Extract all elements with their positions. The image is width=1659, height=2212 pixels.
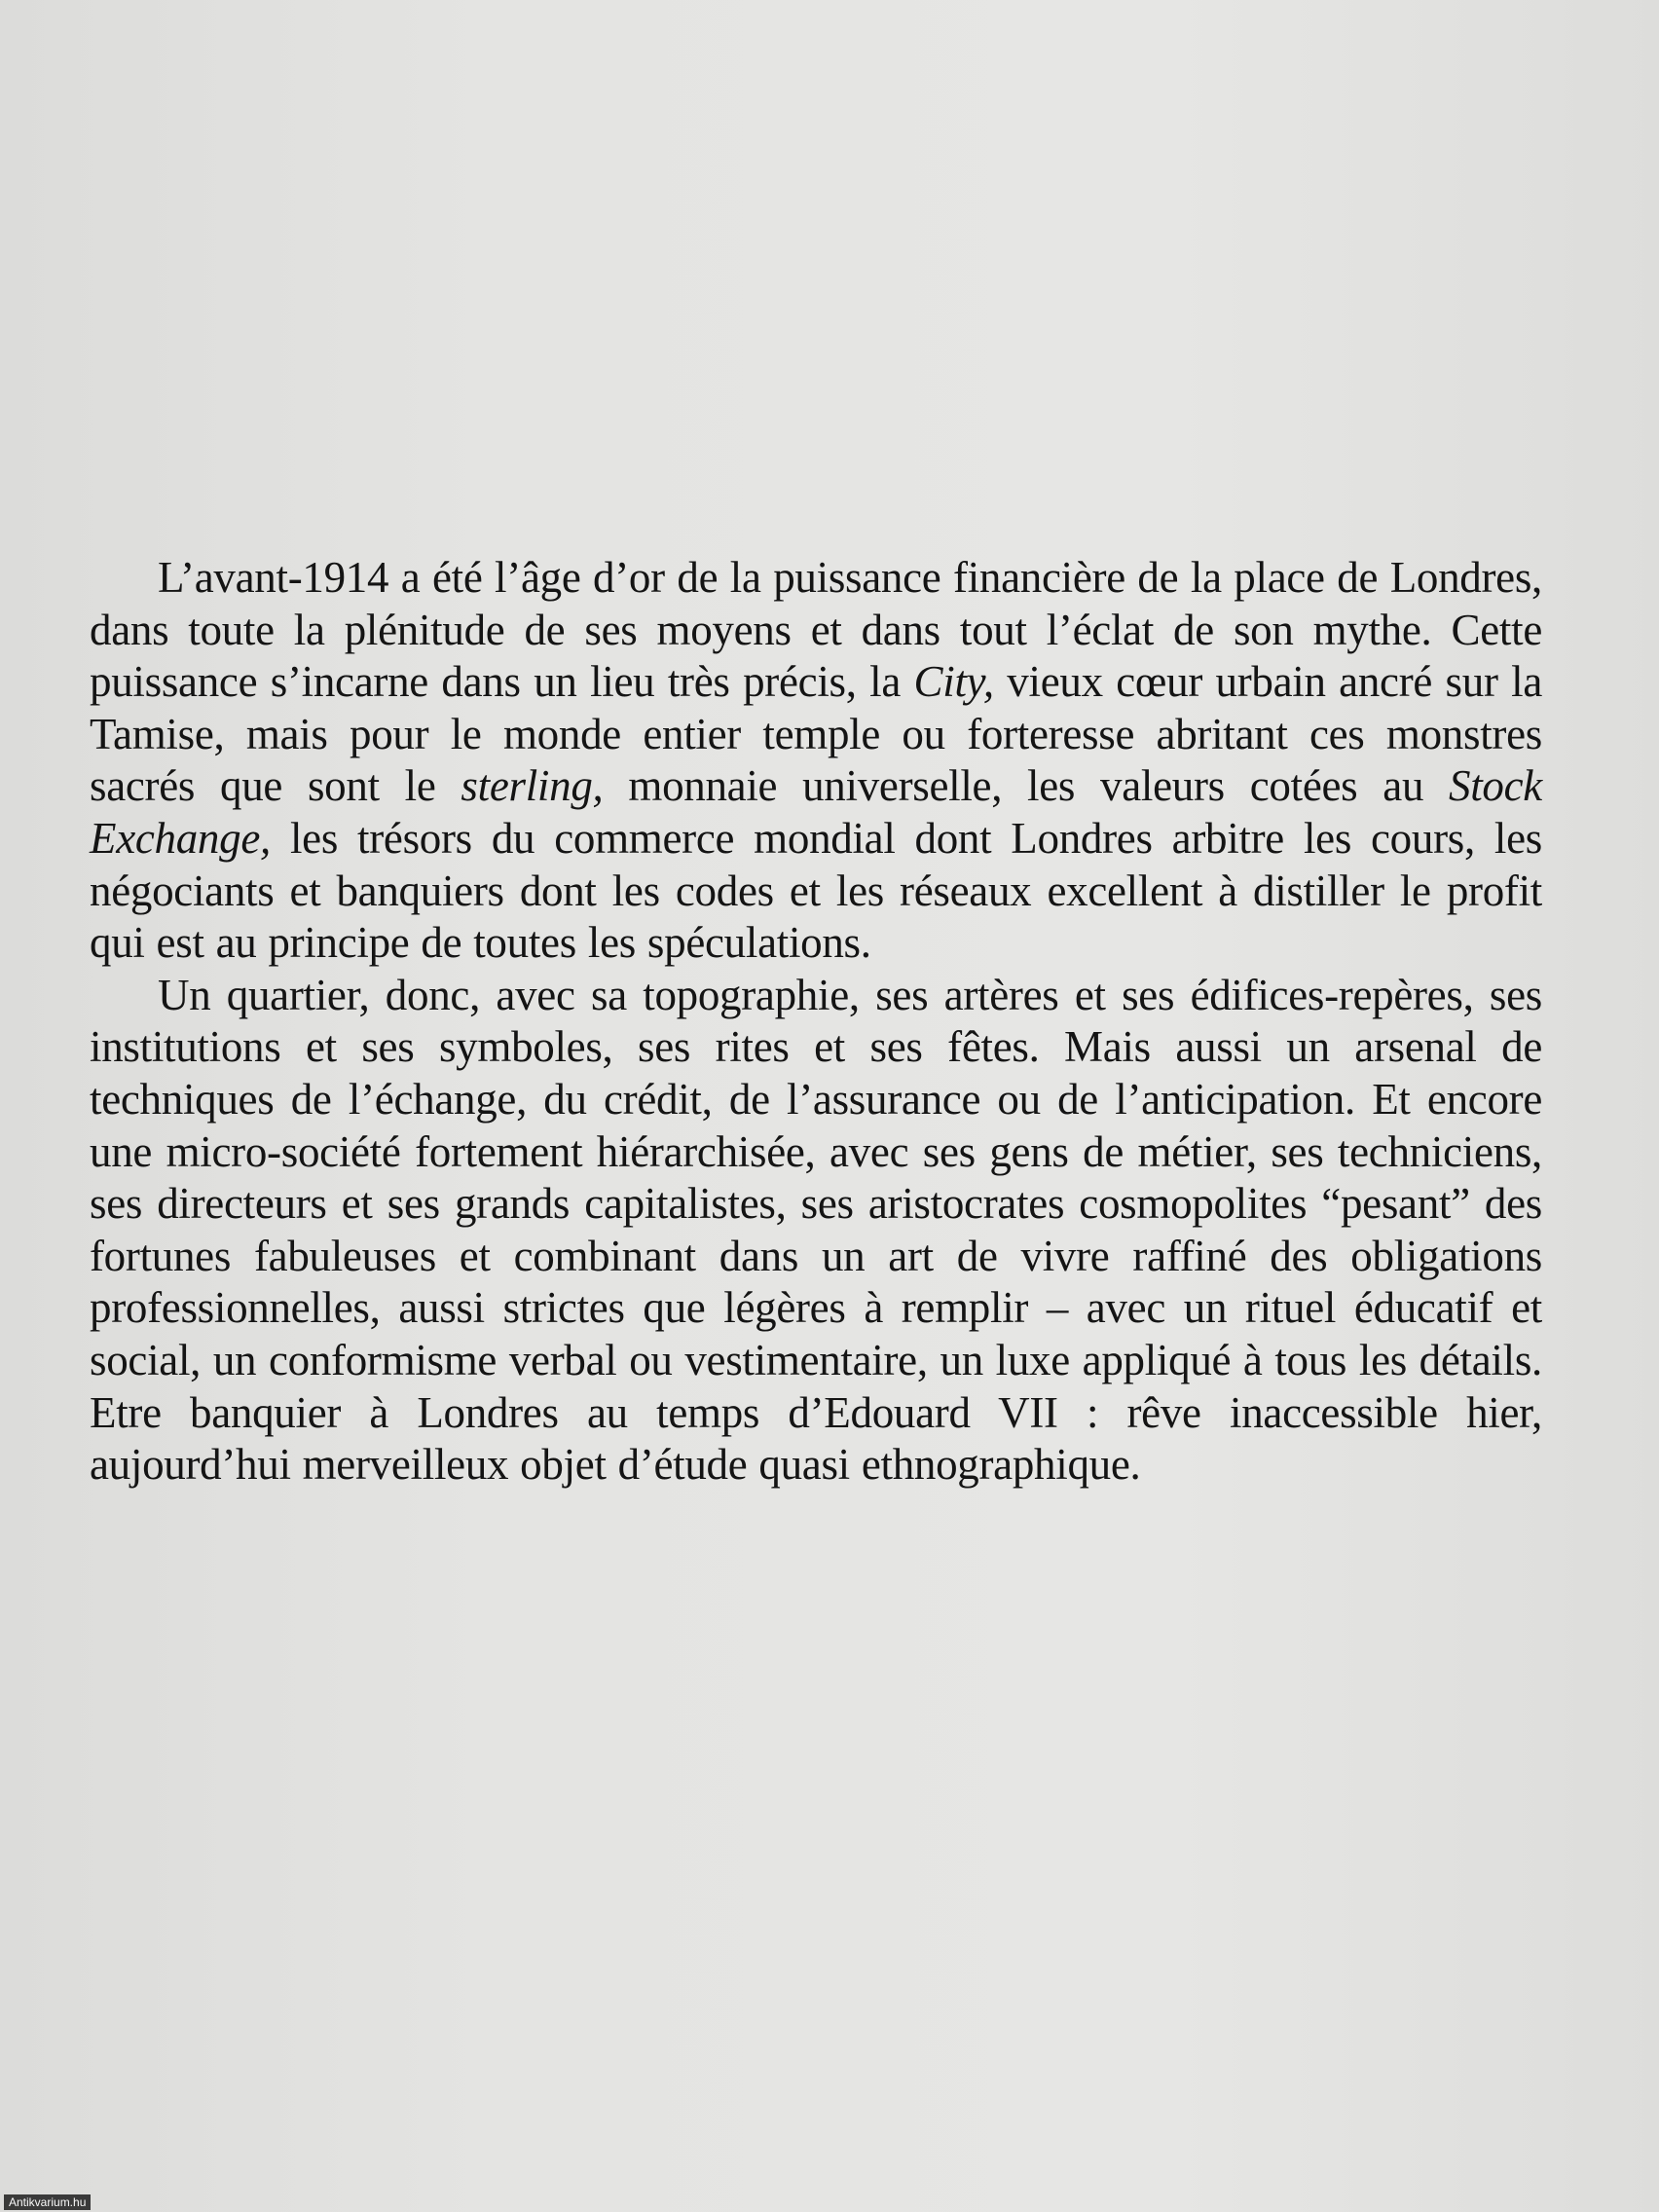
paragraph-1 xyxy=(90,552,1542,970)
italic-term-sterling: sterling, xyxy=(461,761,604,811)
text-run: vieux cœur urbain ancré sur la Tamise, mais pour le monde entier temple ou forteresse abritant ces monstres sacrés que sont le xyxy=(90,657,1542,811)
watermark-label: Antikvarium.hu xyxy=(4,2194,91,2210)
text-run: les trésors du commerce mondial dont Londres arbitre les cours, les négociants et banquiers dont les codes et les réseaux excellent à distiller le profit qui est au principe de toutes les spéculations. xyxy=(90,813,1542,968)
text-run: monnaie universelle, les valeurs cotées au xyxy=(603,761,1450,811)
text-run: Un quartier, donc, avec sa topographie, ses artères et ses édifices-repères, ses institutions et ses symboles, ses rites et ses fêtes. Mais aussi un arsenal de techniques de l’échange, du crédit, de l’assurance ou de l’anticipation. Et encore une micro-société fortement hiérarchisée, avec ses gens de métier, ses techniciens, ses directeurs et ses grands capitalistes, ses aristocrates cosmopolites “pesant” des fortunes fabuleuses et combinant dans un art de vivre raffiné des obligations professionnelles, aussi strictes que légères à remplir – avec un rituel éducatif et social, un conformisme verbal ou vestimentaire, un luxe appliqué à tous les détails. Etre banquier à Londres au temps d’Edouard VII : rêve inaccessible hier, aujourd’hui merveilleux objet d’étude quasi ethnographique. xyxy=(90,970,1542,1490)
paragraph-2 xyxy=(90,970,1542,1492)
italic-term-city: City, xyxy=(913,657,994,707)
italic-term-stock-exchange: Stock Exchange, xyxy=(90,761,1542,863)
text-run: L’avant-1914 a été l’âge d’or de la puissance financière de la place de Londres, dans toute la plénitude de ses moyens et dans tout l’éclat de son mythe. Cette puissance s’incarne dans un lieu très précis, la xyxy=(90,553,1542,707)
body-text xyxy=(90,552,1542,1492)
